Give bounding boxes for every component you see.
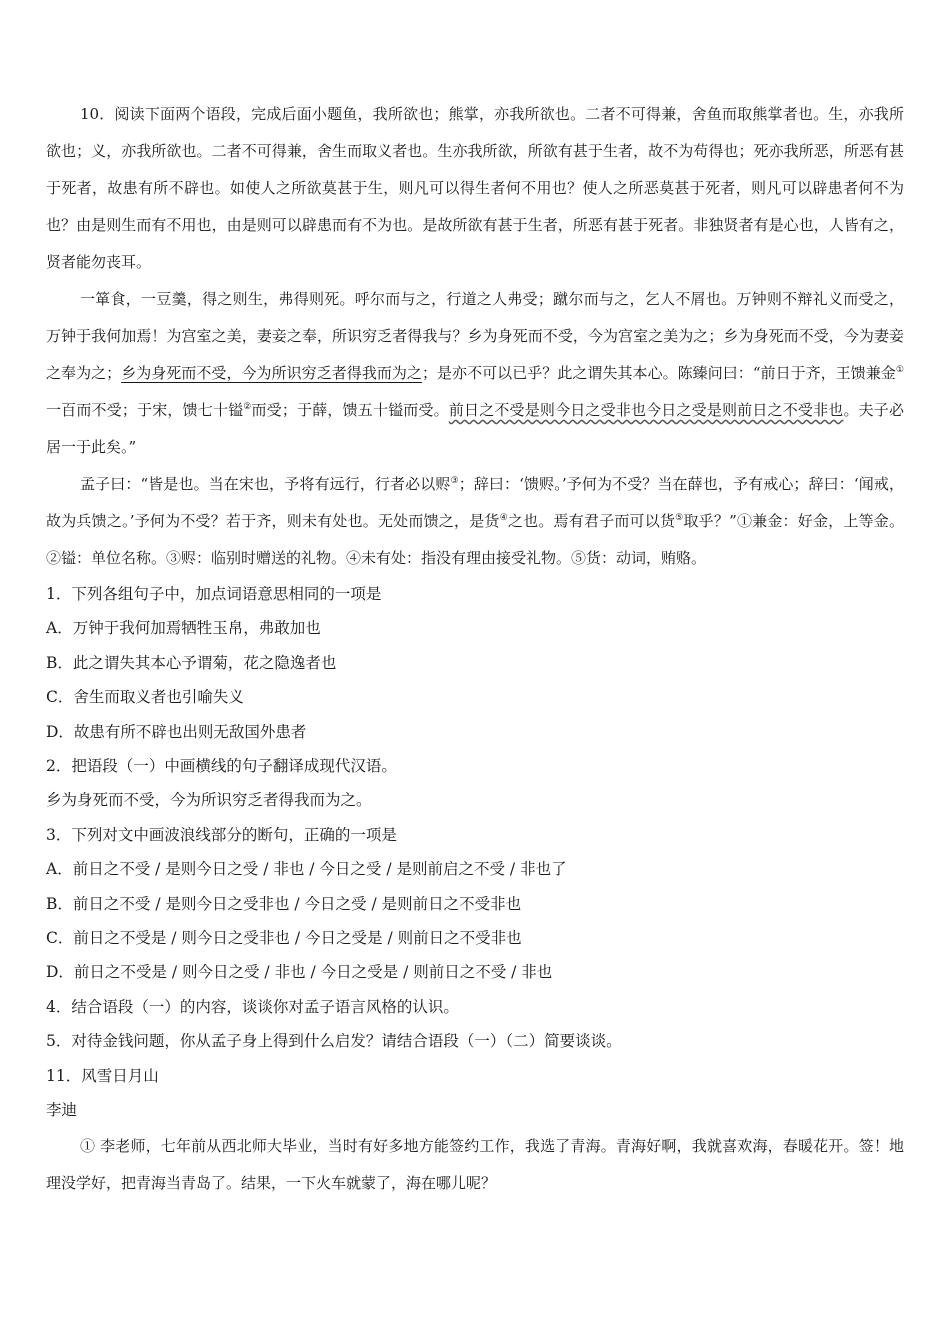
passage-text: 之也。焉有君子而可以货 [507, 512, 676, 530]
passage-paragraph-1: 10．阅读下面两个语段，完成后面小题鱼，我所欲也；熊掌，亦我所欲也。二者不可得兼，舍鱼而取熊掌者也。生，亦我所欲也；义，亦我所欲也。二者不可得兼，舍生而取义者也。生亦我所欲，所欲有甚于生者，故不为苟得也；死亦我所恶，所恶有甚于死者，故患有所不辟也。如使人之所欲莫甚于生，则凡可以得生者何不用也？使人之所恶莫甚于死者，则凡可以辟患者何不为也？由是则生而有不用也，由是则可以辟患而有不为也。是故所欲有甚于生者，所恶有甚于死者。非独贤者有是心也，人皆有之，贤者能勿丧耳。 [46, 105, 904, 271]
story-paragraph-1: ① 李老师，七年前从西北师大毕业，当时有好多地方能签约工作，我选了青海。青海好啊，我就喜欢海，春暖花开。签！地理没学好，把青海当青岛了。结果，一下火车就蒙了，海在哪儿呢？ [46, 1136, 904, 1192]
question-1-option-a: A．万钟于我何加焉牺牲玉帛，弗敢加也 [46, 619, 321, 638]
question-2: 2．把语段（一）中画横线的句子翻译成现代汉语。 [46, 757, 397, 776]
footnote-mark-4: ④ [499, 513, 508, 523]
passage-text: 而受；于薛，馈五十镒而受。 [251, 401, 449, 419]
footnote-mark-2: ② [243, 402, 252, 412]
author-name: 李迪 [46, 1101, 78, 1120]
section-11-title: 11．风雪日月山 [46, 1066, 159, 1085]
passage-text: 一箪食，一豆羹，得之则生，弗得则死。呼尔而与之，行道之人弗受；蹴尔而与之，乞人不屑也。万钟则不辩礼义而受之，万钟于我何加焉！为宫室之美，妻妾之奉，所识穷乏者得我与？乡为身死而不受，今为宫室之美为之；乡为身死而不受，今为妻妾之奉为之； [46, 290, 904, 382]
passage-paragraph-3 [46, 466, 904, 577]
passage-paragraph-2 [46, 281, 904, 466]
passage-text: 。夫子必居一于此矣。” [46, 401, 904, 456]
passage-text: 取乎？”①兼金：好金，上等金。②镒：单位名称。③赆：临别时赠送的礼物。④未有处：指没有理由接受礼物。⑤货：动词，贿赂。 [46, 512, 904, 567]
passage-text: ；是亦不可以已乎？此之谓失其本心。陈臻问曰：“前日于齐，王馈兼金 [421, 364, 896, 382]
question-5: 5．对待金钱问题，你从孟子身上得到什么启发？请结合语段（一）（二）简要谈谈。 [46, 1032, 622, 1051]
wavy-underlined-sentence: 前日之不受是则今日之受非也今日之受是则前日之不受非也 [448, 401, 844, 419]
question-1-option-c: C．舍生而取义者也引喻失义 [46, 688, 244, 707]
passage-text: 一百而不受；于宋，馈七十镒 [46, 401, 244, 419]
question-2-sentence: 乡为身死而不受，今为所识穷乏者得我而为之。 [46, 791, 372, 810]
question-1-option-b: B．此之谓失其本心予谓菊，花之隐逸者也 [46, 653, 337, 672]
question-1-option-d: D．故患有所不辟也出则无敌国外患者 [46, 722, 307, 741]
question-3-option-a: A．前日之不受 / 是则今日之受 / 非也 / 今日之受 / 是则前启之不受 / 非也了 [46, 860, 567, 879]
question-3-option-d: D．前日之不受是 / 则今日之受 / 非也 / 今日之受是 / 则前日之不受 / 非也 [46, 963, 553, 982]
question-1: 1．下列各组句子中，加点词语意思相同的一项是 [46, 585, 382, 603]
underlined-sentence: 乡为身死而不受，今为所识穷乏者得我而为之 [121, 364, 422, 382]
document-body [46, 96, 904, 1202]
passage-text: ；辞曰：‘馈赆。’予何为不受？当在薛也，予有戒心；辞曰：‘闻戒，故为兵馈之。’予何为不受？若于齐，则未有处也。无处而馈之，是货 [46, 475, 904, 530]
footnote-mark-5: ⑤ [675, 513, 684, 523]
question-3: 3．下列对文中画波浪线部分的断句，正确的一项是 [46, 825, 397, 844]
footnote-mark-1: ① [895, 365, 904, 375]
passage-text: 孟子曰：“皆是也。当在宋也，予将有远行，行者必以赆 [80, 475, 451, 493]
question-4: 4．结合语段（一）的内容，谈谈你对孟子语言风格的认识。 [46, 997, 459, 1016]
footnote-mark-3: ③ [450, 476, 459, 486]
question-3-option-c: C．前日之不受是 / 则今日之受非也 / 今日之受是 / 则前日之不受非也 [46, 929, 522, 948]
question-3-option-b: B．前日之不受 / 是则今日之受非也 / 今日之受 / 是则前日之不受非也 [46, 894, 522, 913]
